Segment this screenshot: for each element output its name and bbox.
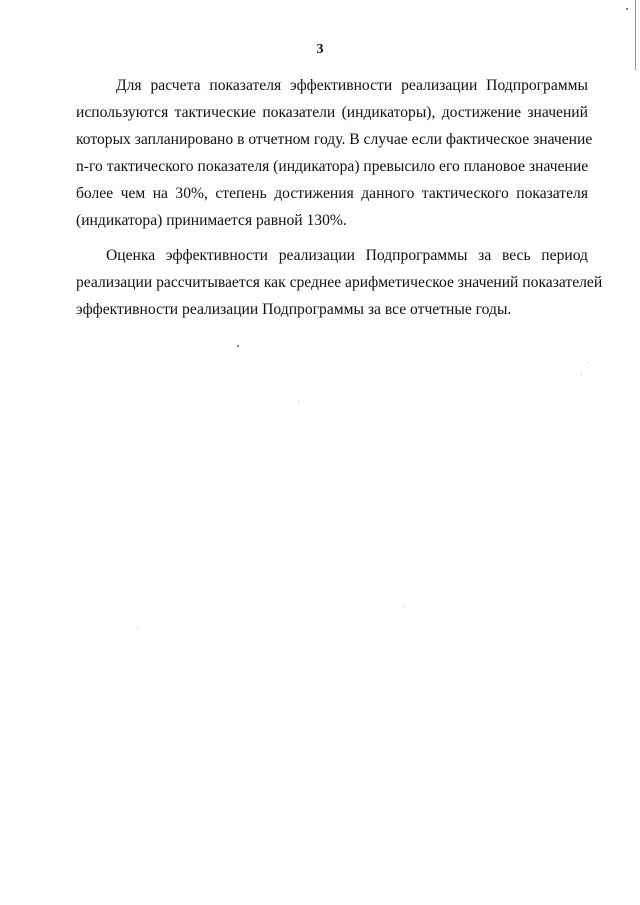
text-line: эффективности реализации Подпрограммы за все отчетные годы. bbox=[76, 301, 512, 318]
text-line: более чем на 30%, степень достижения данного тактического показателя bbox=[76, 185, 588, 202]
text-line: реализации рассчитывается как среднее арифметическое значений показателей bbox=[76, 274, 603, 291]
text-line: Оценка эффективности реализации Подпрограммы за весь период bbox=[106, 247, 588, 264]
text-line: которых запланировано в отчетном году. В случае если фактическое значение bbox=[76, 131, 593, 148]
scan-speck bbox=[581, 374, 582, 375]
scan-speck bbox=[626, 8, 628, 10]
scan-speck bbox=[237, 345, 239, 347]
text-line: n-го тактического показателя (индикатора) превысило его плановое значение bbox=[76, 158, 589, 175]
text-line: Для расчета показателя эффективности реализации Подпрограммы bbox=[116, 77, 588, 94]
scan-speck bbox=[298, 401, 299, 402]
scan-speck bbox=[137, 627, 138, 628]
scan-speck bbox=[588, 362, 589, 363]
body-text bbox=[76, 72, 603, 331]
text-line: используются тактические показатели (индикаторы), достижение значений bbox=[76, 104, 588, 121]
scan-speck bbox=[403, 606, 404, 607]
scan-edge bbox=[635, 0, 636, 70]
paragraph-efficiency-assessment bbox=[76, 242, 603, 323]
text-line: (индикатора) принимается равной 130%. bbox=[76, 212, 347, 229]
paragraph-efficiency-calculation bbox=[76, 72, 593, 234]
page-number: 3 bbox=[316, 42, 324, 57]
